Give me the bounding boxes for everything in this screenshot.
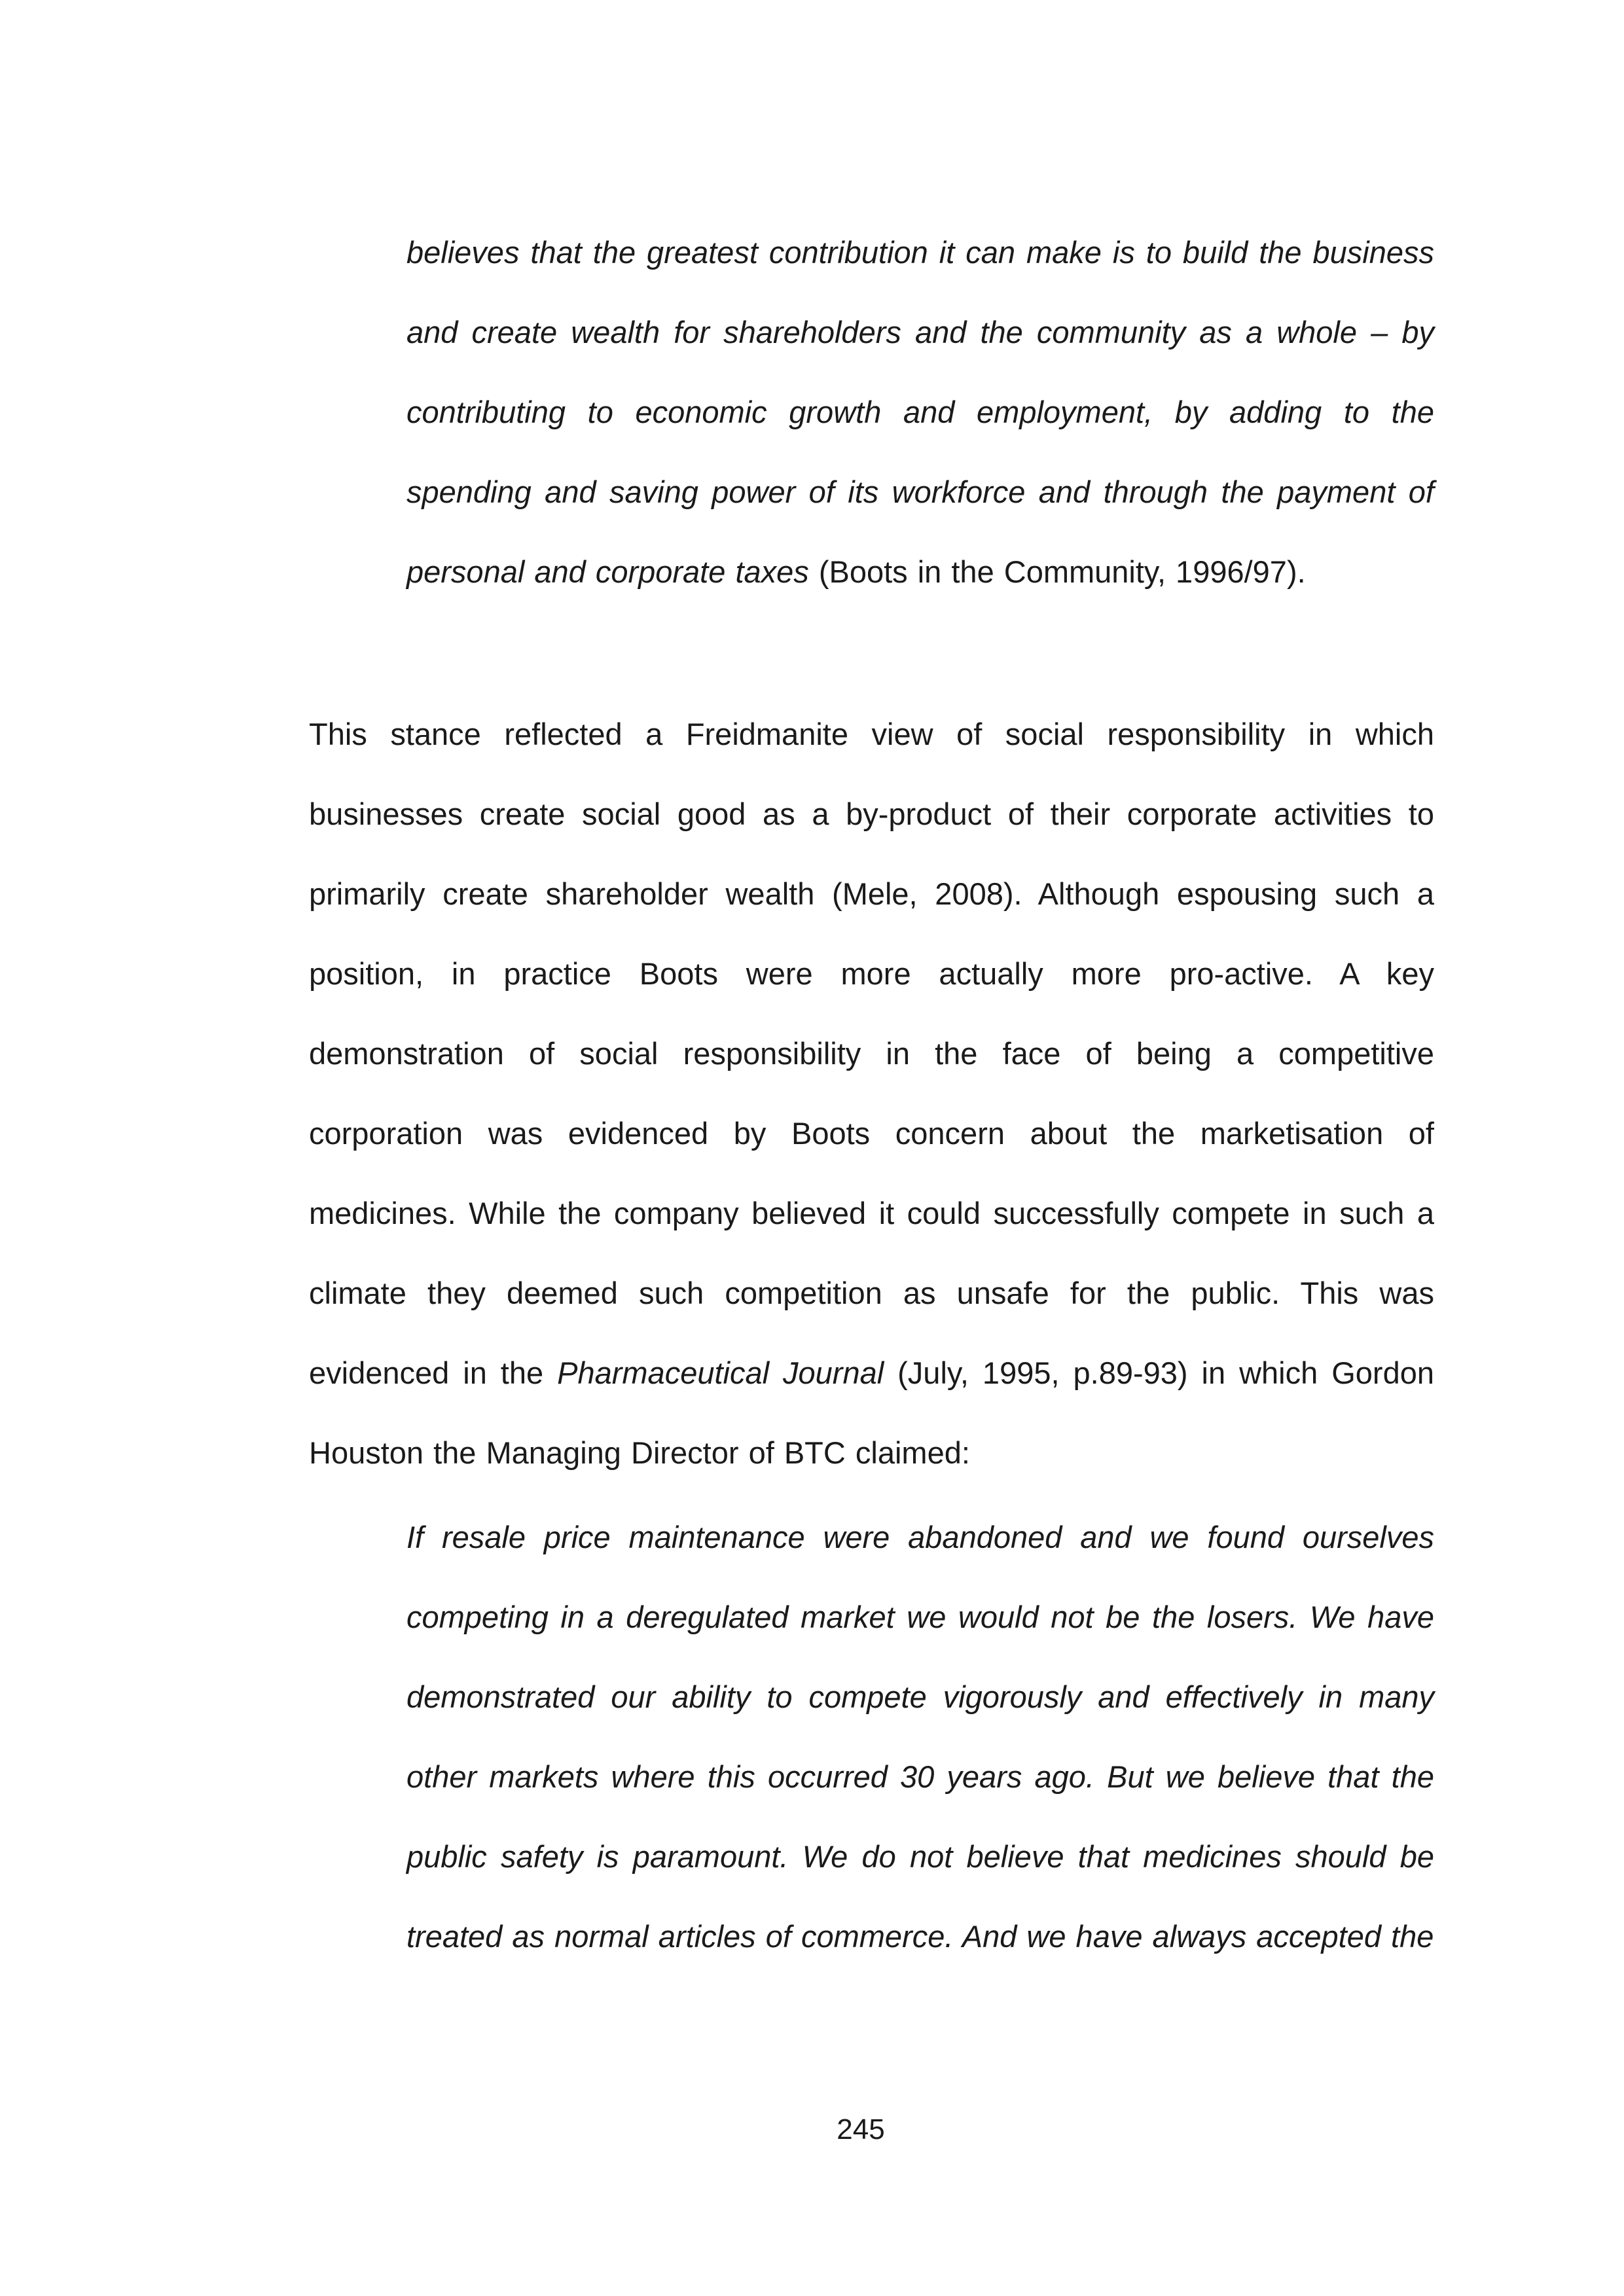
block-quote-houston [406, 1498, 1434, 1977]
page-number: 245 [837, 2113, 885, 2145]
quote-citation: (Boots in the Community, 1996/97). [808, 554, 1306, 589]
body-paragraph [309, 694, 1434, 1493]
quote-text: believes that the greatest contribution it can make is to build the business and create wealth for shareholders and the community as a whole – by contributing to economic growth and employment, by adding to the spending and saving power of its workforce and through the payment of personal and corporate taxes [406, 235, 1434, 589]
journal-title: Pharmaceutical Journal [557, 1355, 884, 1390]
block-quote-boots-community [406, 213, 1434, 612]
paragraph-text-part-2: (July, 1995, p.89-93) in which Gordon Houston the Managing Director of BTC claimed: [309, 1355, 1435, 1470]
paragraph-text-part-1: This stance reflected a Freidmanite view of social responsibility in which businesses create social good as a by-product of their corporate activities to primarily create shareholder wealth (Mele, 2008). Although espousing such a position, in practice Boots were more actually more pro-active. A key demonstration of social responsibility in the face of being a competitive corporation was evidenced by Boots concern about the marketisation of medicines. While the company believed it could successfully compete in such a climate they deemed such competition as unsafe for the public. This was evidenced in the [309, 717, 1434, 1390]
quote-text: If resale price maintenance were abandoned and we found ourselves competing in a deregulated market we would not be the losers. We have demonstrated our ability to compete vigorously and effectively in many other markets where this occurred 30 years ago. But we believe that the public safety is paramount. We do not believe that medicines should be treated as normal articles of commerce. And we have always accepted the [406, 1520, 1434, 1954]
